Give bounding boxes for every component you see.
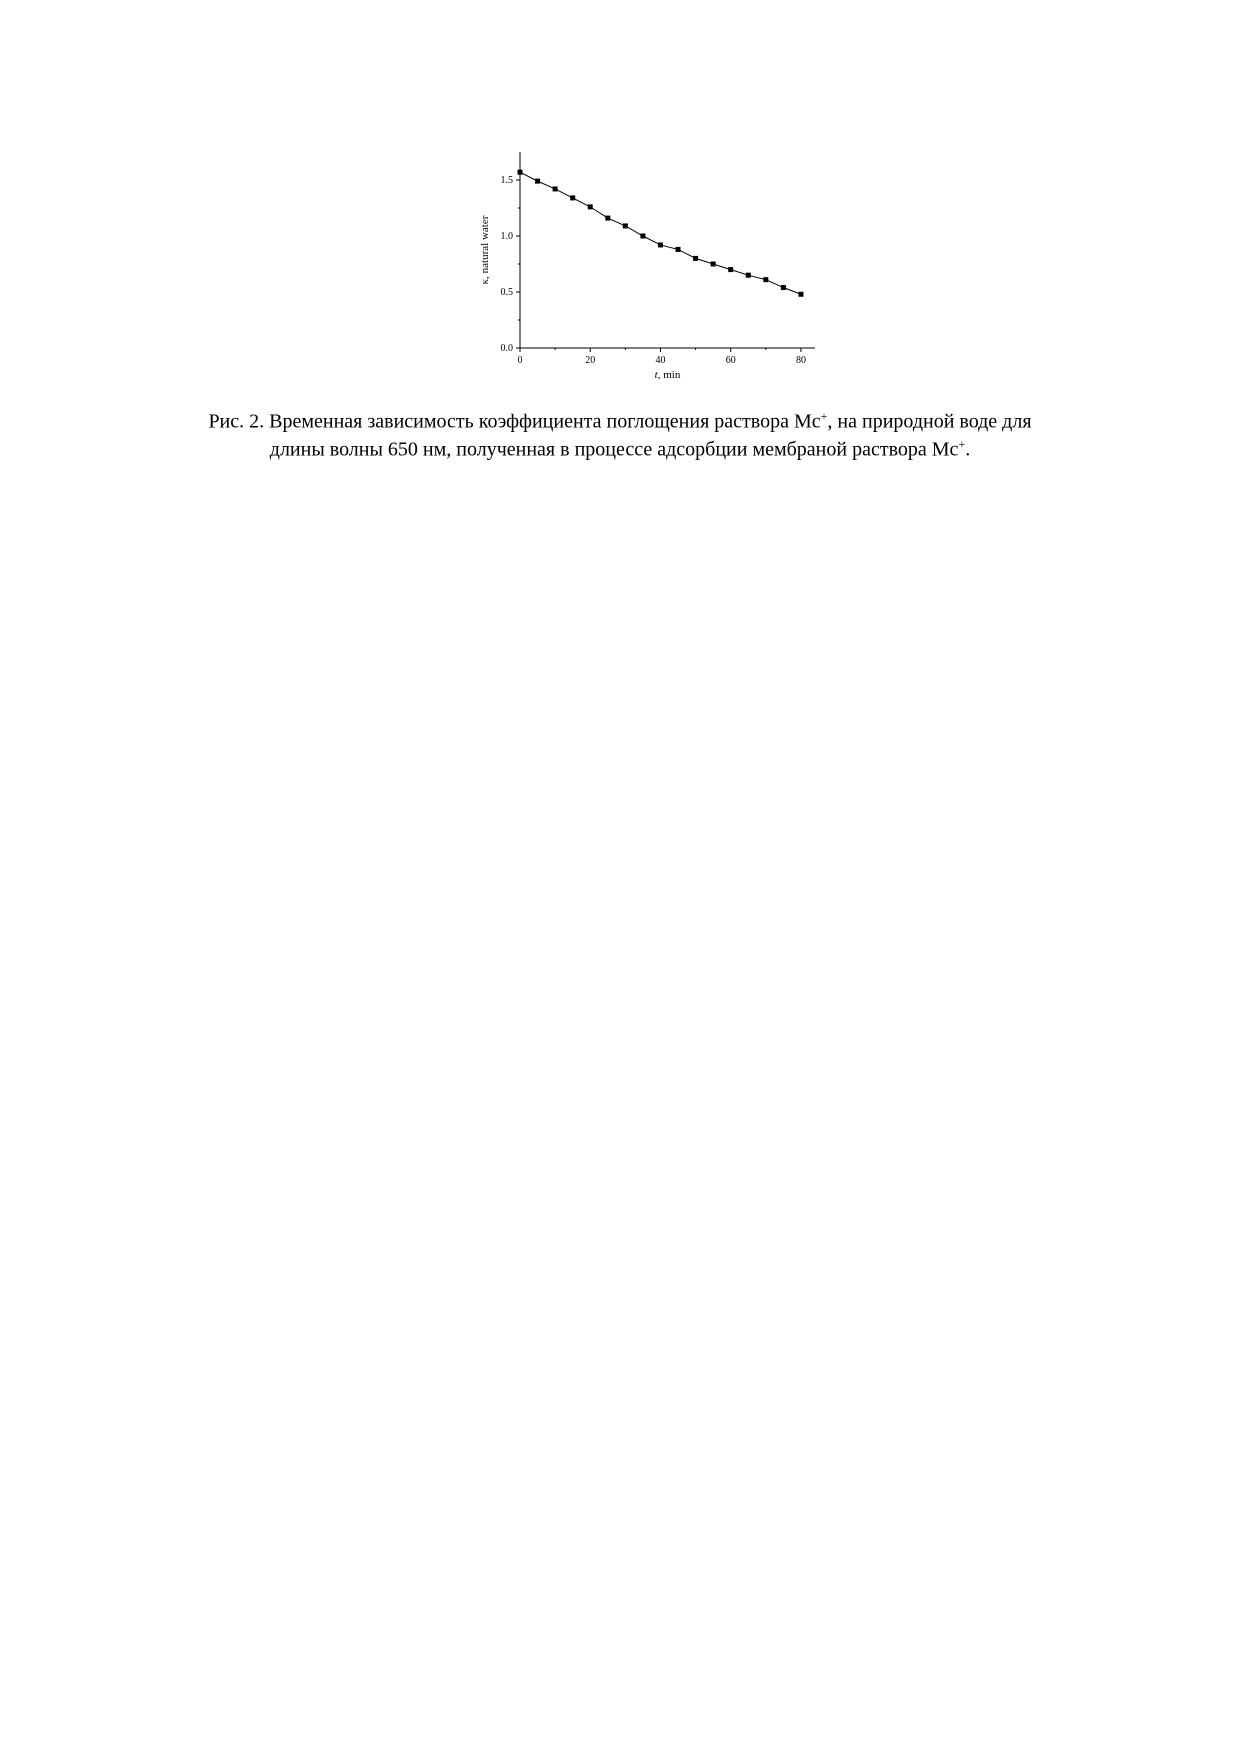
y-tick-label: 0.0 <box>500 343 513 354</box>
data-point-marker <box>518 170 523 175</box>
chart-ticks <box>501 175 806 366</box>
x-tick-label: 40 <box>655 355 666 366</box>
data-point-marker <box>763 277 768 282</box>
x-axis-label-rest: , min <box>657 369 681 381</box>
y-tick-label: 0.5 <box>500 287 513 298</box>
data-point-marker <box>535 179 540 184</box>
y-tick-label: 1.5 <box>500 175 513 186</box>
data-point-marker <box>781 285 786 290</box>
chart-series <box>518 170 804 297</box>
data-point-marker <box>553 186 558 191</box>
x-axis-label-italic: t <box>654 369 658 381</box>
x-axis-label <box>655 369 681 381</box>
chart-axes <box>520 152 815 348</box>
data-point-marker <box>676 247 681 252</box>
caption-line2-b: . <box>965 438 971 461</box>
data-point-marker <box>623 223 628 228</box>
caption-line2-a: длины волны 650 нм, полученная в процессе адсорбции мембраной раствора Mc <box>269 438 959 461</box>
caption-line1-a: Рис. 2. Временная зависимость коэффициента поглощения раствора Mc <box>208 410 821 433</box>
data-point-marker <box>798 292 803 297</box>
data-point-marker <box>588 204 593 209</box>
caption-sup1: + <box>820 409 828 423</box>
figure-caption <box>150 408 1090 463</box>
y-tick-label: 1.0 <box>500 231 513 242</box>
chart-svg <box>470 140 830 400</box>
data-point-marker <box>640 234 645 239</box>
data-point-marker <box>693 256 698 261</box>
data-point-marker <box>711 262 716 267</box>
x-tick-label: 60 <box>725 355 736 366</box>
x-tick-label: 20 <box>585 355 596 366</box>
data-point-marker <box>570 195 575 200</box>
series-line <box>520 172 801 294</box>
chart-figure <box>470 140 830 400</box>
caption-sup2: + <box>958 436 966 451</box>
data-point-marker <box>746 273 751 278</box>
data-point-marker <box>605 216 610 221</box>
data-point-marker <box>658 242 663 247</box>
y-axis-label: κ, natural water <box>479 215 491 285</box>
x-tick-label: 0 <box>517 355 523 366</box>
caption-line1-b: , на природной воде для <box>827 410 1032 433</box>
data-point-marker <box>728 267 733 272</box>
x-tick-label: 80 <box>795 355 806 366</box>
